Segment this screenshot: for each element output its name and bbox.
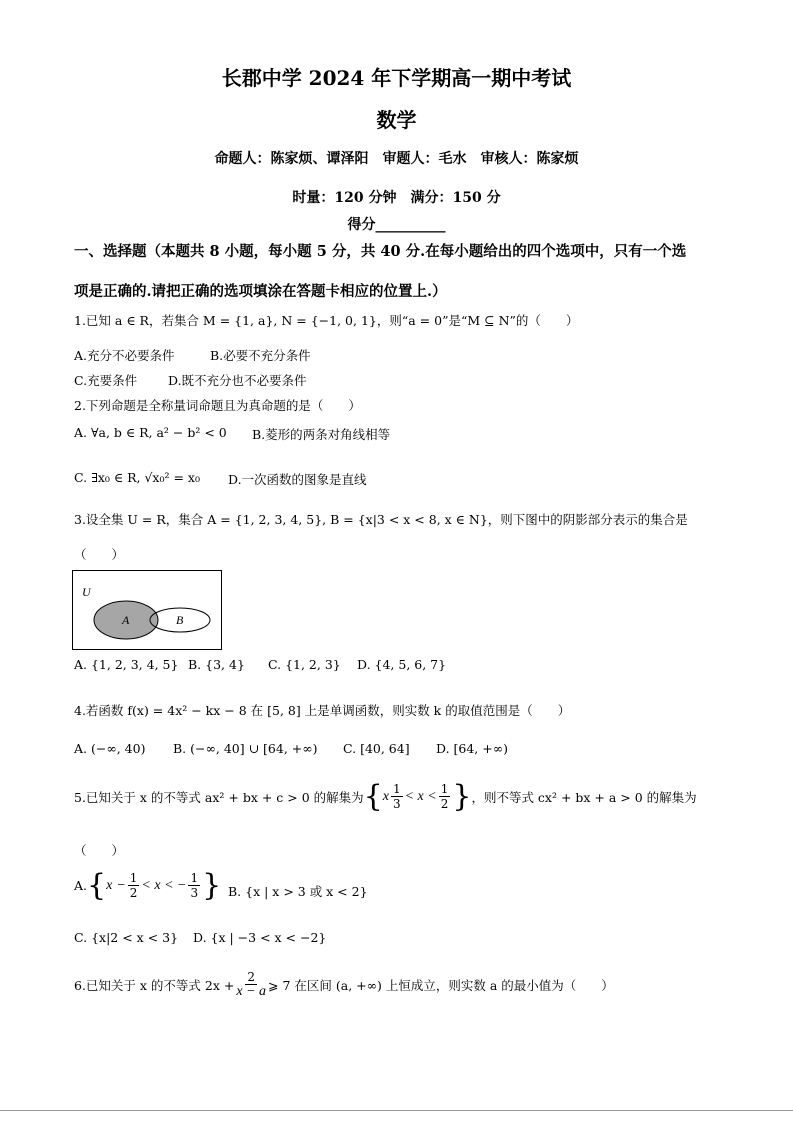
- q5-option-a-frac1-num: 1: [129, 871, 138, 885]
- venn-diagram-svg: [72, 570, 222, 650]
- q5-frac1-num: 1: [392, 782, 401, 796]
- q5-option-a-brace-right: }: [202, 868, 222, 903]
- q5-frac2-num: 1: [440, 782, 449, 796]
- venn-label-u: U: [82, 585, 91, 599]
- q5-option-a-frac2: [188, 871, 200, 900]
- q5-frac-one-third: [391, 782, 403, 811]
- q2-option-b: B.菱形的两条对角线相等: [252, 427, 391, 442]
- q6-frac-den: x − a: [236, 984, 267, 999]
- q5-frac-one-half: [439, 782, 451, 811]
- q1-option-b: B.必要不充分条件: [210, 348, 311, 363]
- q5-option-b: B. {x | x > 3 或 x < 2}: [228, 884, 368, 899]
- q5-option-a-var: x: [106, 877, 113, 893]
- venn-diagram: [72, 570, 222, 650]
- q5-option-c: C. {x|2 < x < 3}: [74, 930, 179, 945]
- q3-option-d: D. {4, 5, 6, 7}: [357, 657, 447, 672]
- authors-line: 命题人：陈家烦、谭泽阳 审题人：毛水 审核人：陈家烦: [214, 151, 579, 167]
- q5-option-a: [74, 868, 221, 903]
- q4-option-c: C. [40, 64]: [343, 741, 410, 756]
- q3-option-a: A. {1, 2, 3, 4, 5}: [74, 657, 179, 672]
- q5-frac2-den: 2: [440, 797, 449, 811]
- q1-option-d: D.既不充分也不必要条件: [168, 373, 307, 388]
- q2-option-a: A. ∀a, b ∈ R, a² − b² < 0: [74, 425, 227, 440]
- q5-set-ineq: < x <: [404, 788, 437, 804]
- q5-option-d: D. {x | −3 < x < −2}: [193, 930, 327, 945]
- q5-option-a-brace-left: {: [87, 868, 107, 903]
- q4-option-b: B. (−∞, 40] ∪ [64, +∞): [173, 741, 318, 756]
- section-heading-line1: 一、选择题（本题共 8 小题，每小题 5 分，共 40 分.在每小题给出的四个选项中，只有一个选: [74, 243, 687, 260]
- q3-option-c: C. {1, 2, 3}: [268, 657, 341, 672]
- q5-stem-pre: 5.已知关于 x 的不等式 ax² + bx + c > 0 的解集为: [74, 789, 364, 805]
- q5-stem: [74, 779, 697, 814]
- q5-frac1-den: 3: [392, 797, 401, 811]
- q5-option-a-frac2-num: 1: [190, 871, 199, 885]
- q2-option-c: C. ∃x₀ ∈ R, √x₀² = x₀: [74, 470, 200, 485]
- q5-paren: （ ）: [74, 843, 125, 858]
- q3-stem: 3.设全集 U = R，集合 A = {1, 2, 3, 4, 5}, B = {x|3 < x < 8, x ∈ N}，则下图中的阴影部分表示的集合是: [74, 512, 688, 527]
- q5-option-a-frac1-den: 2: [129, 886, 138, 900]
- q4-stem: 4.若函数 f(x) = 4x² − kx − 8 在 [5, 8] 上是单调函数，则实数 k 的取值范围是（ ）: [74, 703, 571, 718]
- q5-option-a-mid: < x < −: [141, 877, 187, 893]
- q6-stem-post: ⩾ 7 在区间 (a, +∞) 上恒成立，则实数 a 的最小值为（ ）: [268, 977, 614, 993]
- subject-title: 数学: [376, 108, 417, 132]
- q5-option-a-minus: −: [116, 877, 126, 893]
- q5-option-a-prefix: A.: [74, 878, 88, 893]
- q6-stem-pre: 6.已知关于 x 的不等式 2x +: [74, 977, 235, 993]
- q6-stem: [74, 970, 614, 999]
- q5-stem-post: ，则不等式 cx² + bx + a > 0 的解集为: [471, 789, 697, 805]
- q6-frac: [236, 970, 266, 999]
- q2-option-d: D.一次函数的图象是直线: [228, 472, 367, 487]
- q5-set-brace-right: }: [452, 779, 472, 814]
- score-blank: 得分__________: [347, 217, 446, 233]
- venn-label-a: A: [122, 613, 130, 627]
- q3-option-b: B. {3, 4}: [188, 657, 245, 672]
- q4-option-d: D. [64, +∞): [436, 741, 509, 756]
- time-score-line: 时量：120 分钟 满分：150 分: [292, 190, 501, 206]
- q1-stem: 1.已知 a ∈ R，若集合 M = {1, a}, N = {−1, 0, 1}，则“a = 0”是“M ⊆ N”的（ ）: [74, 313, 579, 328]
- venn-label-b: B: [176, 613, 184, 627]
- q5-set-brace-left: {: [363, 779, 383, 814]
- page-bottom-divider: [0, 1110, 793, 1111]
- q4-option-a: A. (−∞, 40): [74, 741, 146, 756]
- q1-option-c: C.充要条件: [74, 373, 138, 388]
- q2-stem: 2.下列命题是全称量词命题且为真命题的是（ ）: [74, 398, 361, 413]
- section-heading-line2: 项是正确的.请把正确的选项填涂在答题卡相应的位置上.）: [74, 283, 447, 300]
- exam-title: 长郡中学 2024 年下学期高一期中考试: [221, 66, 572, 90]
- q3-paren: （ ）: [74, 547, 125, 562]
- q5-option-a-frac2-den: 3: [190, 886, 199, 900]
- q5-set-var: x: [382, 788, 389, 804]
- q6-frac-num: 2: [247, 970, 256, 984]
- q5-option-a-frac1: [128, 871, 140, 900]
- q1-option-a: A.充分不必要条件: [74, 348, 175, 363]
